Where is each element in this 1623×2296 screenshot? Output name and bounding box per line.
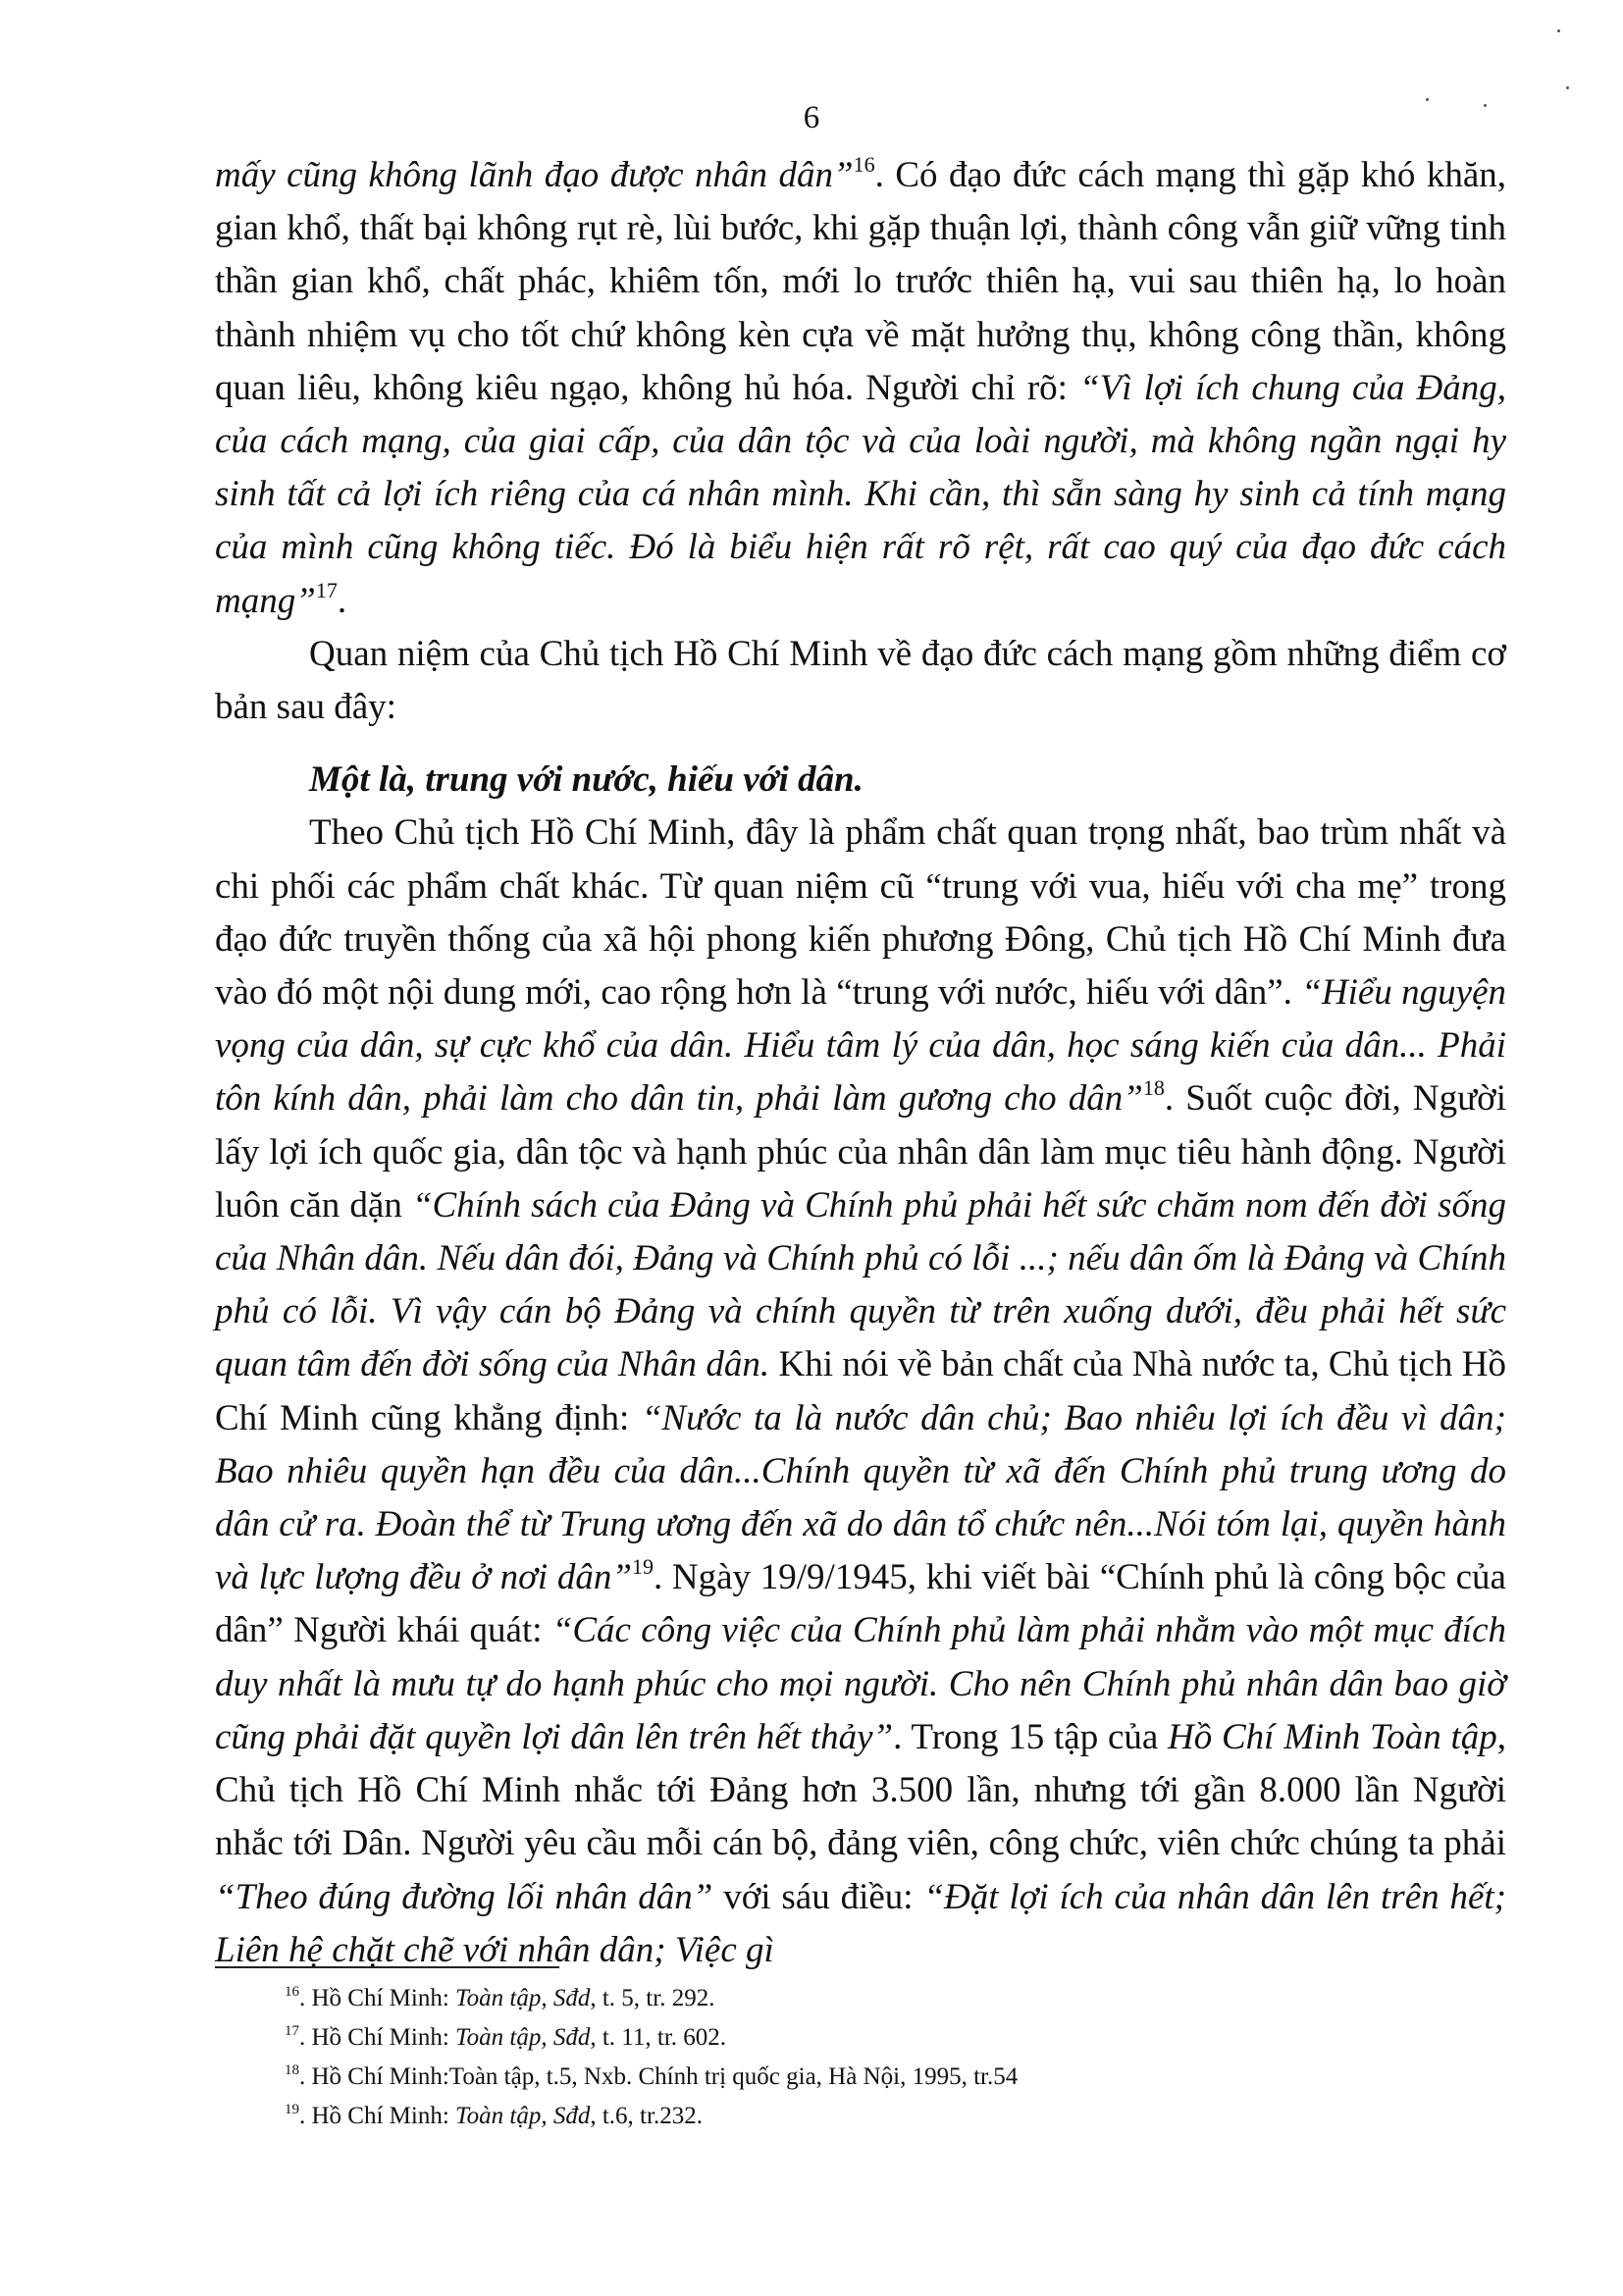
text-run: . Có đạo đức cách mạng thì gặp khó khăn, gian khổ, thất bại không rụt rè, lùi bước, khi gặp thuận lợi, thành công vẫn giữ vững tinh thần gian khổ, chất phác, khiêm tốn, mới lo trước thiên hạ, vui sau thiên hạ, lo hoàn thành nhiệm vụ cho tốt chứ không kèn cựa về mặt hưởng thụ, không công thần, không quan liêu, không kiêu ngạo, không hủ hóa. Người chỉ rõ: <box>215 155 1507 408</box>
paragraph <box>215 807 1506 1976</box>
text-run: . Trong 15 tập của <box>893 1716 1169 1757</box>
footnote-ref: 16 <box>285 1984 299 2000</box>
text-run: , t.6, tr.232. <box>590 2103 703 2129</box>
footnote-ref: 17 <box>315 577 338 602</box>
italic-quote: “Đặt lợi ích của nhân dân lên trên hết; Liên hệ chặt chẽ với nhân dân; Việc gì <box>215 1876 1506 1970</box>
italic-quote: “Nước ta là nước dân chủ; Bao nhiêu lợi ích đều vì dân; Bao nhiêu quyền hạn đều của dân...Chính quyền từ xã đến Chính phủ trung ương do dân cử ra. Đoàn thể từ Trung ương đến xã do dân tổ chức nên...Nói tóm lại, quyền hành và lực lượng đều ở nơi dân” <box>215 1397 1507 1598</box>
paragraph <box>215 149 1506 628</box>
italic-quote: Toàn tập, Sđd <box>455 1985 591 2011</box>
text-run: Khi nói về bản chất của Nhà nước ta, Chủ tịch Hồ Chí Minh cũng khẳng định: <box>215 1344 1506 1438</box>
text-run: , t. 5, tr. 292. <box>590 1985 715 2011</box>
scan-speck <box>1426 98 1429 101</box>
text-run: . Hồ Chí Minh: <box>299 1985 456 2011</box>
italic-quote: Hồ Chí Minh Toàn tập <box>1168 1716 1497 1757</box>
text-run: . Hồ Chí Minh: <box>299 2103 456 2129</box>
footnote-ref: 18 <box>1142 1075 1165 1101</box>
italic-quote: Toàn tập, Sđd <box>455 2103 591 2129</box>
footnote <box>285 1979 1462 2018</box>
italic-quote: mấy cũng không lãnh đạo được nhân dân” <box>215 155 854 195</box>
body-text <box>215 149 1506 1977</box>
heading-text: Một là, trung với nước, hiếu với dân. <box>309 759 864 801</box>
italic-quote: “Hiểu nguyện vọng của dân, sự cực khổ của dân. Hiểu tâm lý của dân, học sáng kiến của dân... Phải tôn kính dân, phải làm cho dân tin, phải làm gương cho dân” <box>215 972 1506 1120</box>
page-number: 6 <box>803 100 820 135</box>
footnote <box>285 2058 1462 2097</box>
footnote-divider <box>215 1966 559 1968</box>
footnote-ref: 19 <box>285 2102 299 2117</box>
text-run: với sáu điều: <box>712 1876 924 1917</box>
scan-speck <box>1566 86 1569 89</box>
footnotes <box>285 1979 1462 2136</box>
text-run: . Suốt cuộc đời, Người lấy lợi ích quốc gia, dân tộc và hạnh phúc của nhân dân làm mục tiêu hành động. Người luôn căn dặn <box>215 1078 1506 1226</box>
text-run: Quan niệm của Chủ tịch Hồ Chí Minh về đạo đức cách mạng gồm những điểm cơ bản sau đây: <box>215 633 1506 728</box>
section-heading <box>215 754 1506 807</box>
italic-quote: “Chính sách của Đảng và Chính phủ phải hết sức chăm nom đến đời sống của Nhân dân. Nếu dân đói, Đảng và Chính phủ có lỗi ...; nếu dân ốm là Đảng và Chính phủ có lỗi. Vì vậy cán bộ Đảng và chính quyền từ trên xuống dưới, đều phải hết sức quan tâm đến đời sống của Nhân dân. <box>215 1184 1506 1385</box>
italic-quote: “Theo đúng đường lối nhân dân” <box>215 1876 713 1917</box>
paragraph <box>215 628 1506 734</box>
scan-speck <box>1484 104 1487 107</box>
footnote-ref: 19 <box>631 1554 654 1580</box>
scan-speck <box>1557 29 1560 32</box>
text-run: . Hồ Chí Minh:Toàn tập, t.5, Nxb. Chính trị quốc gia, Hà Nội, 1995, tr.54 <box>299 2063 1019 2090</box>
text-run: . Hồ Chí Minh: <box>299 2024 456 2051</box>
text-run: , t. 11, tr. 602. <box>590 2024 727 2051</box>
footnote <box>285 2097 1462 2136</box>
footnote <box>285 2018 1462 2058</box>
footnote-ref: 18 <box>285 2062 299 2078</box>
italic-quote: Toàn tập, Sđd <box>455 2024 591 2051</box>
footnote-ref: 17 <box>285 2023 299 2039</box>
footnote-ref: 16 <box>853 152 875 177</box>
text-run: Theo Chủ tịch Hồ Chí Minh, đây là phẩm chất quan trọng nhất, bao trùm nhất và chi phối các phẩm chất khác. Từ quan niệm cũ “trung với vua, hiếu với cha mẹ” trong đạo đức truyền thống của xã hội phong kiến phương Đông, Chủ tịch Hồ Chí Minh đưa vào đó một nội dung mới, cao rộng hơn là “trung với nước, hiếu với dân”. <box>215 812 1506 1014</box>
italic-quote: “Vì lợi ích chung của Đảng, của cách mạng, của giai cấp, của dân tộc và của loài người, mà không ngần ngại hy sinh tất cả lợi ích riêng của cá nhân mình. Khi cần, thì sẵn sàng hy sinh cả tính mạng của mình cũng không tiếc. Đó là biểu hiện rất rõ rệt, rất cao quý của đạo đức cách mạng” <box>215 367 1506 621</box>
text-run: . <box>337 580 347 621</box>
italic-quote: “Các công việc của Chính phủ làm phải nhằm vào một mục đích duy nhất là mưu tự do hạnh phúc cho mọi người. Cho nên Chính phủ nhân dân bao giờ cũng phải đặt quyền lợi dân lên trên hết thảy” <box>215 1610 1507 1757</box>
text-run: , Chủ tịch Hồ Chí Minh nhắc tới Đảng hơn 3.500 lần, nhưng tới gần 8.000 lần Người nhắc tới Dân. Người yêu cầu mỗi cán bộ, đảng viên, công chức, viên chức chúng ta phải <box>215 1716 1506 1864</box>
text-run: . Ngày 19/9/1945, khi viết bài “Chính phủ là công bộc của dân” Người khái quát: <box>215 1557 1506 1651</box>
